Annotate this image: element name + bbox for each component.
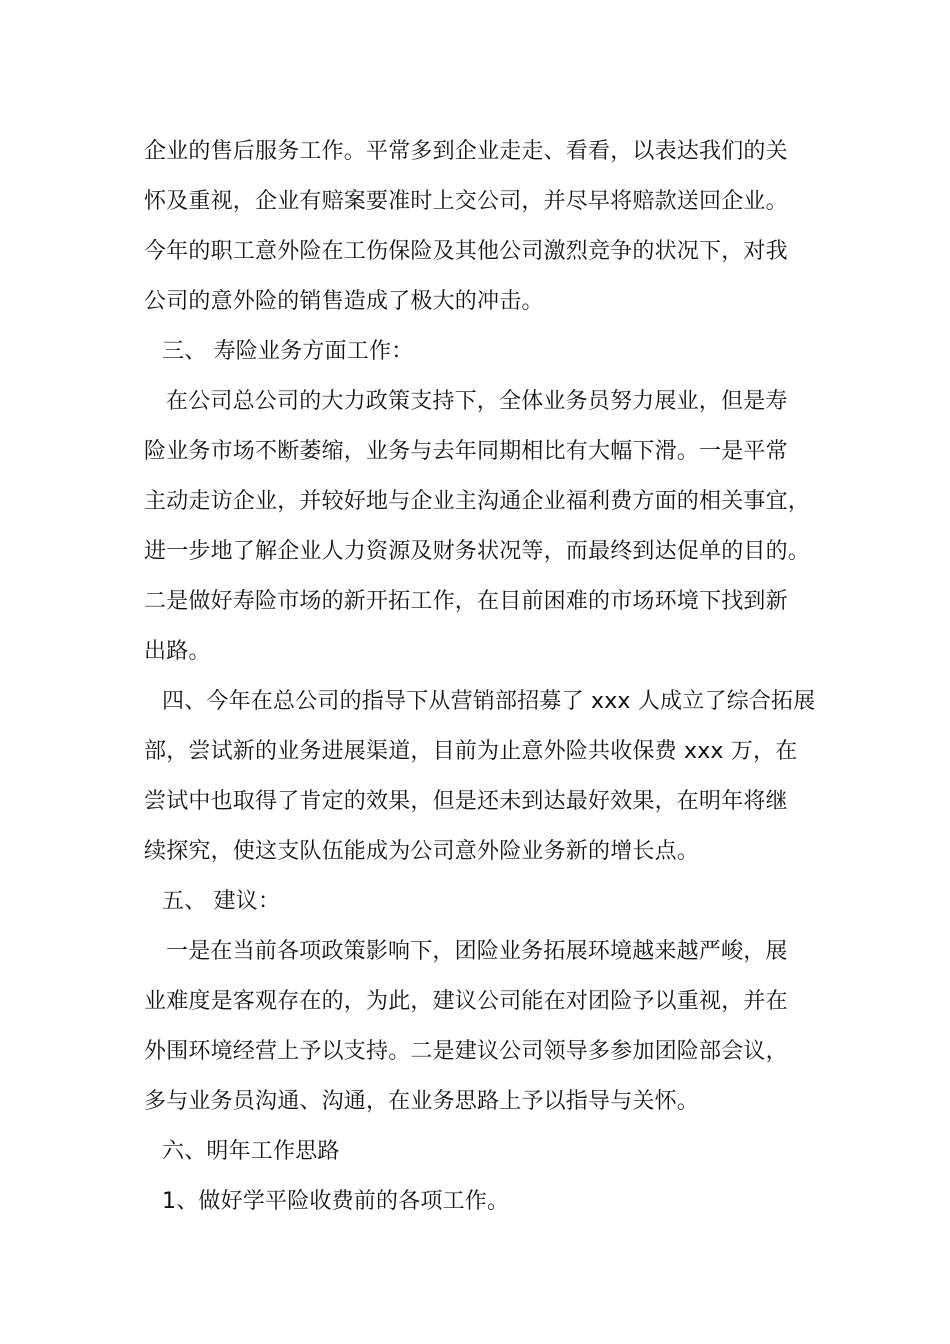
- paragraph-line: 进一步地了解企业人力资源及财务状况等，而最终到达促单的目的。: [144, 539, 811, 564]
- paragraph-line: 二是做好寿险市场的新开拓工作，在目前困难的市场环境下找到新: [144, 589, 788, 614]
- paragraph-line: 续探究，使这支队伍能成为公司意外险业务新的增长点。: [144, 839, 700, 864]
- section-heading-5: 五、 建议：: [162, 889, 281, 914]
- paragraph-line: 业难度是客观存在的，为此，建议公司能在对团险予以重视，并在: [144, 989, 788, 1014]
- paragraph-line: 部，尝试新的业务进展渠道，目前为止意外险共收保费 xxx 万，在: [144, 739, 798, 764]
- paragraph-line: 一是在当前各项政策影响下，团险业务拓展环境越来越严峻，展: [166, 939, 788, 964]
- paragraph-line: 出路。: [144, 639, 211, 664]
- paragraph-line: 公司的意外险的销售造成了极大的冲击。: [144, 289, 544, 314]
- paragraph-line: 主动走访企业，并较好地与企业主沟通企业福利费方面的相关事宜，: [144, 489, 811, 514]
- list-item: 1、做好学平险收费前的各项工作。: [162, 1189, 510, 1214]
- paragraph-line: 企业的售后服务工作。平常多到企业走走、看看，以表达我们的关: [144, 139, 788, 164]
- paragraph-line: 尝试中也取得了肯定的效果，但是还未到达最好效果，在明年将继: [144, 789, 788, 814]
- section-heading-4: 四、今年在总公司的指导下从营销部招募了 xxx 人成立了综合拓展: [162, 689, 816, 714]
- section-heading-6: 六、明年工作思路: [162, 1139, 340, 1164]
- section-heading-3: 三、 寿险业务方面工作：: [162, 339, 414, 364]
- paragraph-line: 怀及重视，企业有赔案要准时上交公司，并尽早将赔款送回企业。: [144, 189, 788, 214]
- paragraph-line: 今年的职工意外险在工伤保险及其他公司激烈竞争的状况下，对我: [144, 239, 788, 264]
- paragraph-line: 多与业务员沟通、沟通，在业务思路上予以指导与关怀。: [144, 1089, 700, 1114]
- paragraph-line: 险业务市场不断萎缩，业务与去年同期相比有大幅下滑。一是平常: [144, 439, 788, 464]
- paragraph-line: 外围环境经营上予以支持。二是建议公司领导多参加团险部会议，: [144, 1039, 788, 1064]
- paragraph-line: 在公司总公司的大力政策支持下，全体业务员努力展业，但是寿: [166, 389, 788, 414]
